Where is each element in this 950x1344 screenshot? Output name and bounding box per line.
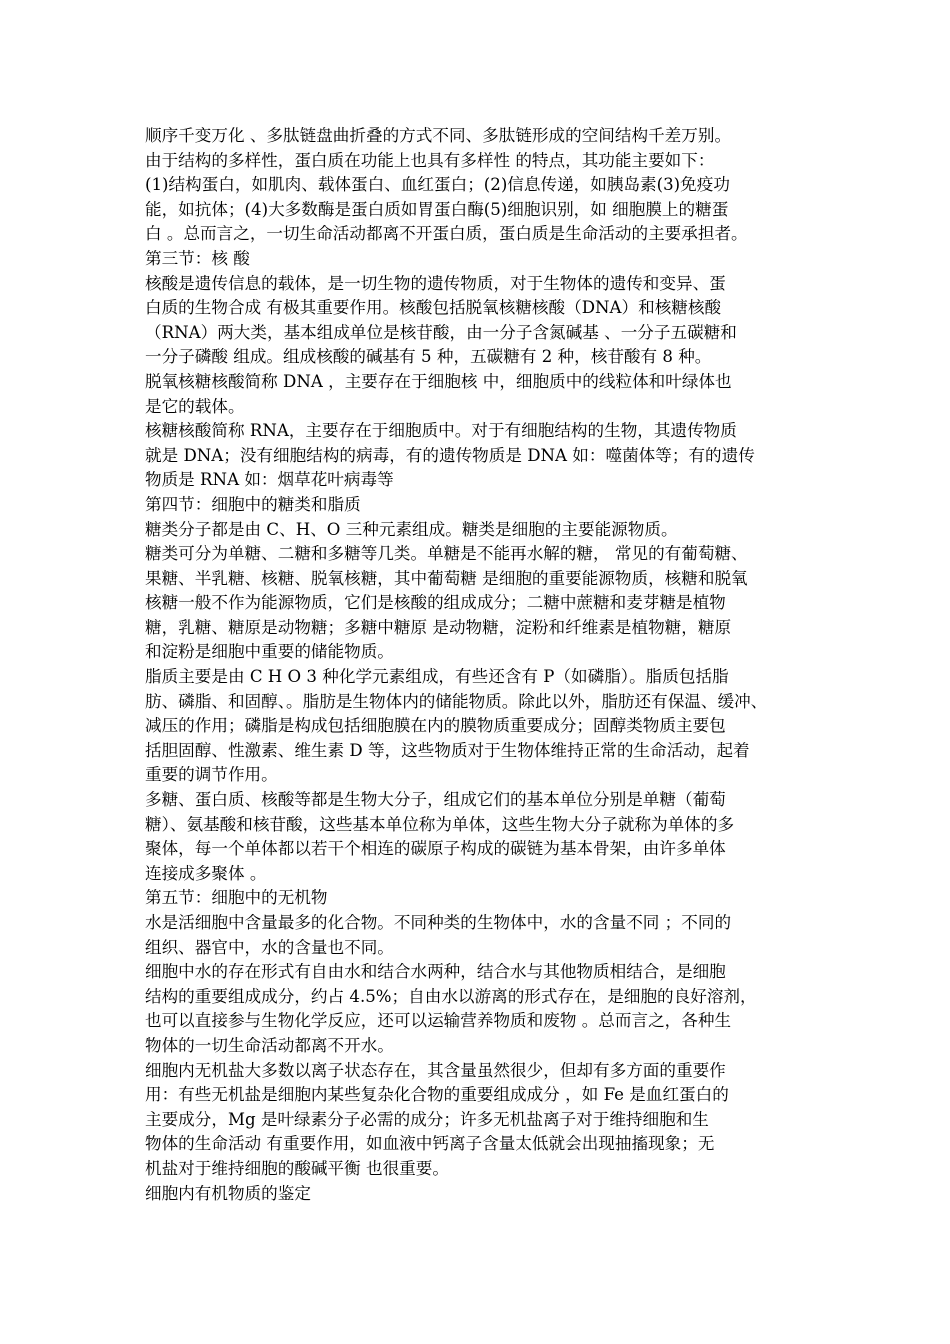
text-line: 减压的作用；磷脂是构成包括细胞膜在内的膜物质重要成分；固醇类物质主要包 — [145, 716, 726, 736]
text-line: 细胞中水的存在形式有自由水和结合水两种，结合水与其他物质相结合，是细胞 — [145, 962, 726, 982]
text-line: 糖类可分为单糖、二糖和多糖等几类。单糖是不能再水解的糖， 常见的有葡萄糖、 — [145, 544, 748, 564]
text-line: 由于结构的多样性，蛋白质在功能上也具有多样性 的特点，其功能主要如下： — [145, 150, 715, 170]
text-line: 用：有些无机盐是细胞内某些复杂化合物的重要组成成分 ，如 Fe 是血红蛋白的 — [145, 1085, 729, 1105]
text-line: 肪、磷脂、和固醇、。脂肪是生物体内的储能物质。除此以外，脂肪还有保温、缓冲、 — [145, 691, 768, 711]
text-line: 脱氧核糖核酸简称 DNA ，主要存在于细胞核 中，细胞质中的线粒体和叶绿体也 — [145, 371, 732, 391]
text-line: 糖类分子都是由 C、H、O 三种元素组成。糖类是细胞的主要能源物质。 — [145, 519, 678, 539]
text-line: 糖，乳糖、糖原是动物糖；多糖中糖原 是动物糖，淀粉和纤维素是植物糖，糖原 — [145, 617, 732, 637]
text-line: 是它的载体。 — [145, 396, 245, 416]
text-line: 白质的生物合成 有极其重要作用。核酸包括脱氧核糖核酸（DNA）和核糖核酸 — [145, 298, 722, 318]
text-line: 糖）、氨基酸和核苷酸，这些基本单位称为单体，这些生物大分子就称为单体的多 — [145, 814, 735, 834]
text-line: 也可以直接参与生物化学反应，还可以运输营养物质和废物 。总而言之，各种生 — [145, 1011, 732, 1031]
text-line: 脂质主要是由 C H O 3 种化学元素组成，有些还含有 P（如磷脂）。脂质包括脂 — [145, 667, 729, 687]
text-line: 组织、器官中，水的含量也不同。 — [145, 937, 394, 957]
text-line: 白 。总而言之，一切生命活动都离不开蛋白质，蛋白质是生命活动的主要承担者。 — [145, 224, 748, 244]
text-line: 和淀粉是细胞中重要的储能物质。 — [145, 642, 394, 662]
text-line: 核糖核酸简称 RNA，主要存在于细胞质中。对于有细胞结构的生物，其遗传物质 — [145, 421, 737, 441]
text-line: 主要成分，Mg 是叶绿素分子必需的成分；许多无机盐离子对于维持细胞和生 — [145, 1109, 709, 1129]
text-line: 物体的生命活动 有重要作用，如血液中钙离子含量太低就会出现抽搐现象；无 — [145, 1134, 715, 1154]
document-page — [145, 124, 823, 1206]
section-heading: 第四节：细胞中的糖类和脂质 — [145, 494, 361, 514]
text-line: 核糖一般不作为能源物质，它们是核酸的组成成分；二糖中蔗糖和麦芽糖是植物 — [145, 593, 726, 613]
text-line: （RNA）两大类，基本组成单位是核苷酸，由一分子含氮碱基 、一分子五碳糖和 — [145, 322, 737, 342]
text-line: 括胆固醇、性激素、维生素 D 等，这些物质对于生物体维持正常的生命活动，起着 — [145, 740, 750, 760]
section-heading: 细胞内有机物质的鉴定 — [145, 1183, 311, 1203]
text-line: 水是活细胞中含量最多的化合物。不同种类的生物体中，水的含量不同 ；不同的 — [145, 913, 732, 932]
text-line: 细胞内无机盐大多数以离子状态存在，其含量虽然很少，但却有多方面的重要作 — [145, 1060, 726, 1080]
text-line: 一分子磷酸 组成。组成核酸的碱基有 5 种，五碳糖有 2 种，核苷酸有 8 种。 — [145, 347, 712, 367]
text-line: 果糖、半乳糖、核糖、脱氧核糖，其中葡萄糖 是细胞的重要能源物质，核糖和脱氧 — [145, 568, 748, 588]
section-heading: 第三节：核 酸 — [145, 248, 250, 268]
text-line: 物体的一切生命活动都离不开水。 — [145, 1035, 394, 1055]
text-line: 顺序千变万化 、多肽链盘曲折叠的方式不同、多肽链形成的空间结构千差万别。 — [145, 126, 732, 145]
text-line: 核酸是遗传信息的载体，是一切生物的遗传物质，对于生物体的遗传和变异、蛋 — [145, 273, 726, 293]
text-line: (1)结构蛋白，如肌肉、载体蛋白、血红蛋白；(2)信息传递，如胰岛素(3)免疫功 — [145, 175, 730, 195]
text-line: 物质是 RNA 如：烟草花叶病毒等 — [145, 470, 394, 490]
text-line: 机盐对于维持细胞的酸碱平衡 也很重要。 — [145, 1158, 449, 1178]
text-line: 重要的调节作用。 — [145, 765, 278, 785]
text-line: 能，如抗体；(4)大多数酶是蛋白质如胃蛋白酶(5)细胞识别，如 细胞膜上的糖蛋 — [145, 199, 729, 219]
text-line: 多糖、蛋白质、核酸等都是生物大分子，组成它们的基本单位分别是单糖（葡萄 — [145, 790, 726, 810]
text-line: 聚体，每一个单体都以若干个相连的碳原子构成的碳链为基本骨架，由许多单体 — [145, 839, 726, 859]
section-heading: 第五节：细胞中的无机物 — [145, 888, 328, 908]
text-line: 结构的重要组成成分，约占 4.5%；自由水以游离的形式存在，是细胞的良好溶剂， — [145, 986, 757, 1006]
text-line: 就是 DNA；没有细胞结构的病毒，有的遗传物质是 DNA 如：噬菌体等；有的遗传 — [145, 445, 755, 465]
text-line: 连接成多聚体 。 — [145, 863, 267, 883]
